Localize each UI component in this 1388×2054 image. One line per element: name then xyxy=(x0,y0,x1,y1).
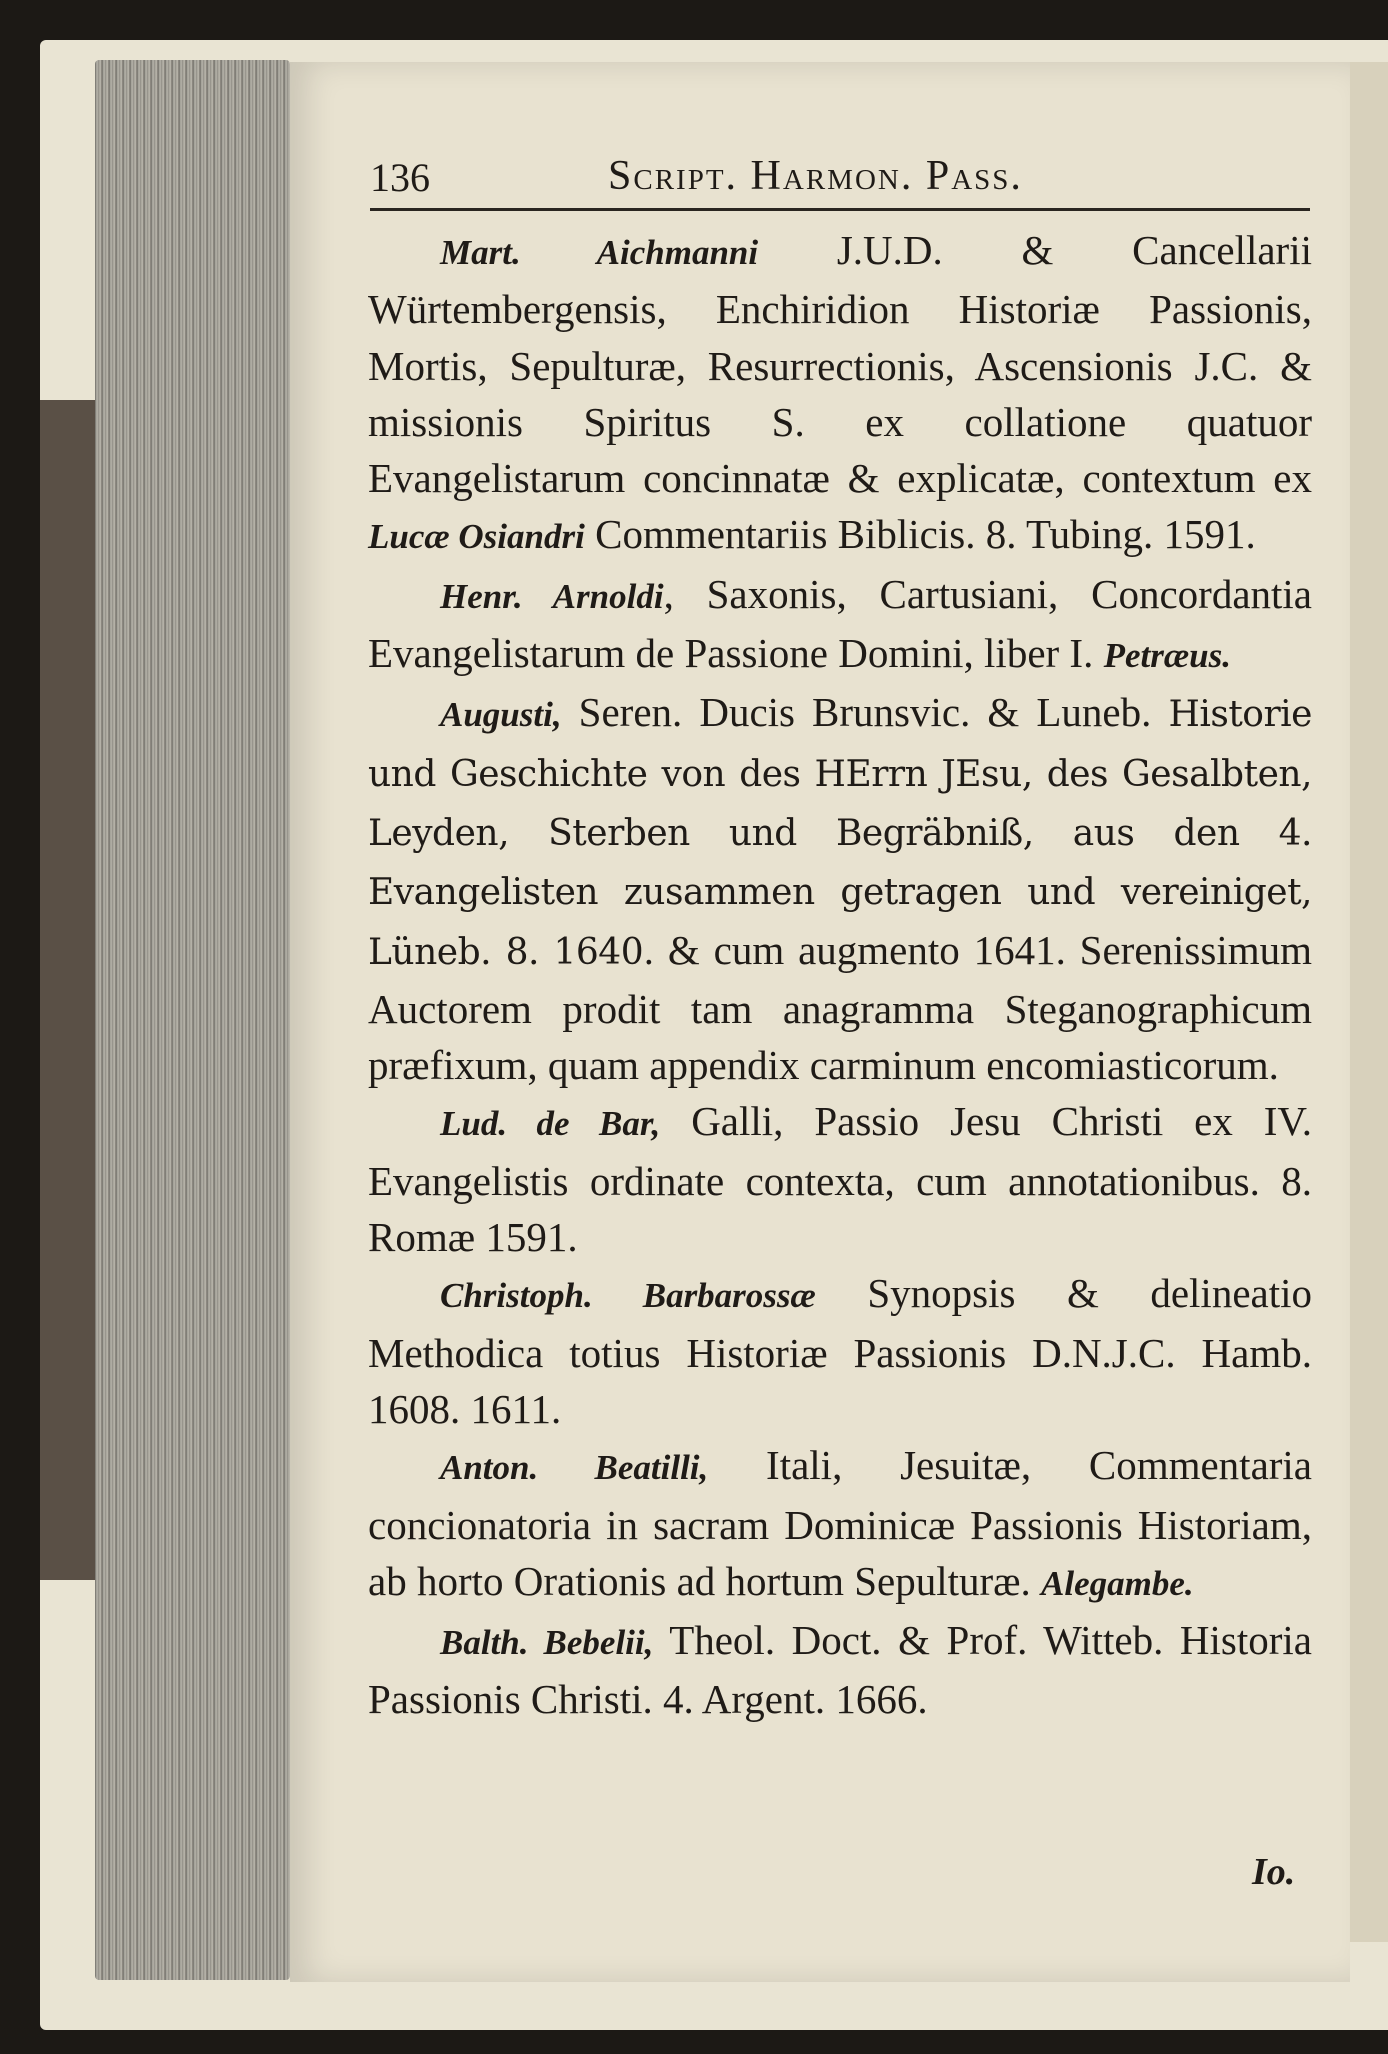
bibliography-entry xyxy=(368,684,1312,1093)
entry-author: Christoph. Barbarossæ xyxy=(440,1276,816,1316)
entry-author: Mart. Aichmanni xyxy=(440,233,759,272)
entry-author-secondary: Petræus. xyxy=(1103,636,1231,676)
entry-author-secondary: Alegambe. xyxy=(1041,1563,1194,1603)
entry-author: Augusti, xyxy=(440,695,562,735)
bibliography-entry xyxy=(368,566,1312,685)
bibliography-entry xyxy=(368,1265,1312,1437)
page-header xyxy=(370,148,1310,211)
catchword: Io. xyxy=(1252,1851,1296,1893)
entry-text: Seren. Ducis Brunsvic. & Luneb. xyxy=(561,689,1169,736)
entry-author: Balth. Bebelii, xyxy=(440,1623,654,1663)
entry-text: Theol. Doct. & Prof. Witteb. Historia Passionis Christi. 4. Argent. 1666. xyxy=(368,1617,1312,1723)
book-cover-edge xyxy=(40,400,100,1580)
entry-text: Synopsis & delineatio Methodica totius Historiæ Passionis D.N.J.C. Hamb. 1608. 1611. xyxy=(368,1270,1312,1432)
entry-text: Galli, Passio Jesu Christi ex IV. Evangelistis ordinate contexta, cum annotationibus. 8. Romæ 1591. xyxy=(368,1098,1312,1261)
page-edges xyxy=(95,60,290,1980)
entry-text: J.U.D. & Cancellarii Würtembergensis, Enchiridion Historiæ Passionis, Mortis, Sepulturæ, Resurrectionis, Ascensionis J.C. & missionis Spiritus S. ex collatione quatuor Evangelistarum concinnatæ & explicatæ, contextum ex xyxy=(368,227,1312,502)
entry-author: Anton. Beatilli, xyxy=(440,1448,709,1488)
entry-text: , Saxonis, Cartusiani, Concordantia Evangelistarum de Passione Domini, liber I. xyxy=(368,570,1312,677)
entry-text-continued: & cum augmento 1641. Serenissimum Auctorem prodit tam anagramma Steganographicum præfixum, quam appendix carminum encomiasticorum. xyxy=(368,926,1313,1089)
bibliography-entry xyxy=(368,222,1312,566)
entry-text-continued: Commentariis Biblicis. 8. Tubing. 1591. xyxy=(584,511,1256,558)
entry-author: Henr. Arnoldi xyxy=(440,576,664,616)
bibliography-entry xyxy=(368,1093,1312,1265)
page-number: 136 xyxy=(370,155,430,200)
running-head: Script. Harmon. Pass. xyxy=(608,153,1023,199)
bibliography-entry xyxy=(368,1437,1312,1612)
bibliography-entry xyxy=(368,1612,1312,1728)
entry-text: Itali, Jesuitæ, Commentaria concionatoria in sacram Dominicæ Passionis Historiam, ab horto Orationis ad hortum Sepulturæ. xyxy=(368,1442,1313,1604)
page-body xyxy=(368,222,1312,1728)
entry-author-secondary: Lucæ Osiandri xyxy=(368,517,585,557)
entry-fraktur-title: Historie und Geschichte von des HErrn JEsu, des Gesalbten, Leyden, Sterben und Begräbniß, aus den 4. Evangelisten zusammen getragen und vereiniget, Lüneb. 8. 1640. xyxy=(368,694,1312,973)
entry-author: Lud. de Bar, xyxy=(440,1104,661,1144)
